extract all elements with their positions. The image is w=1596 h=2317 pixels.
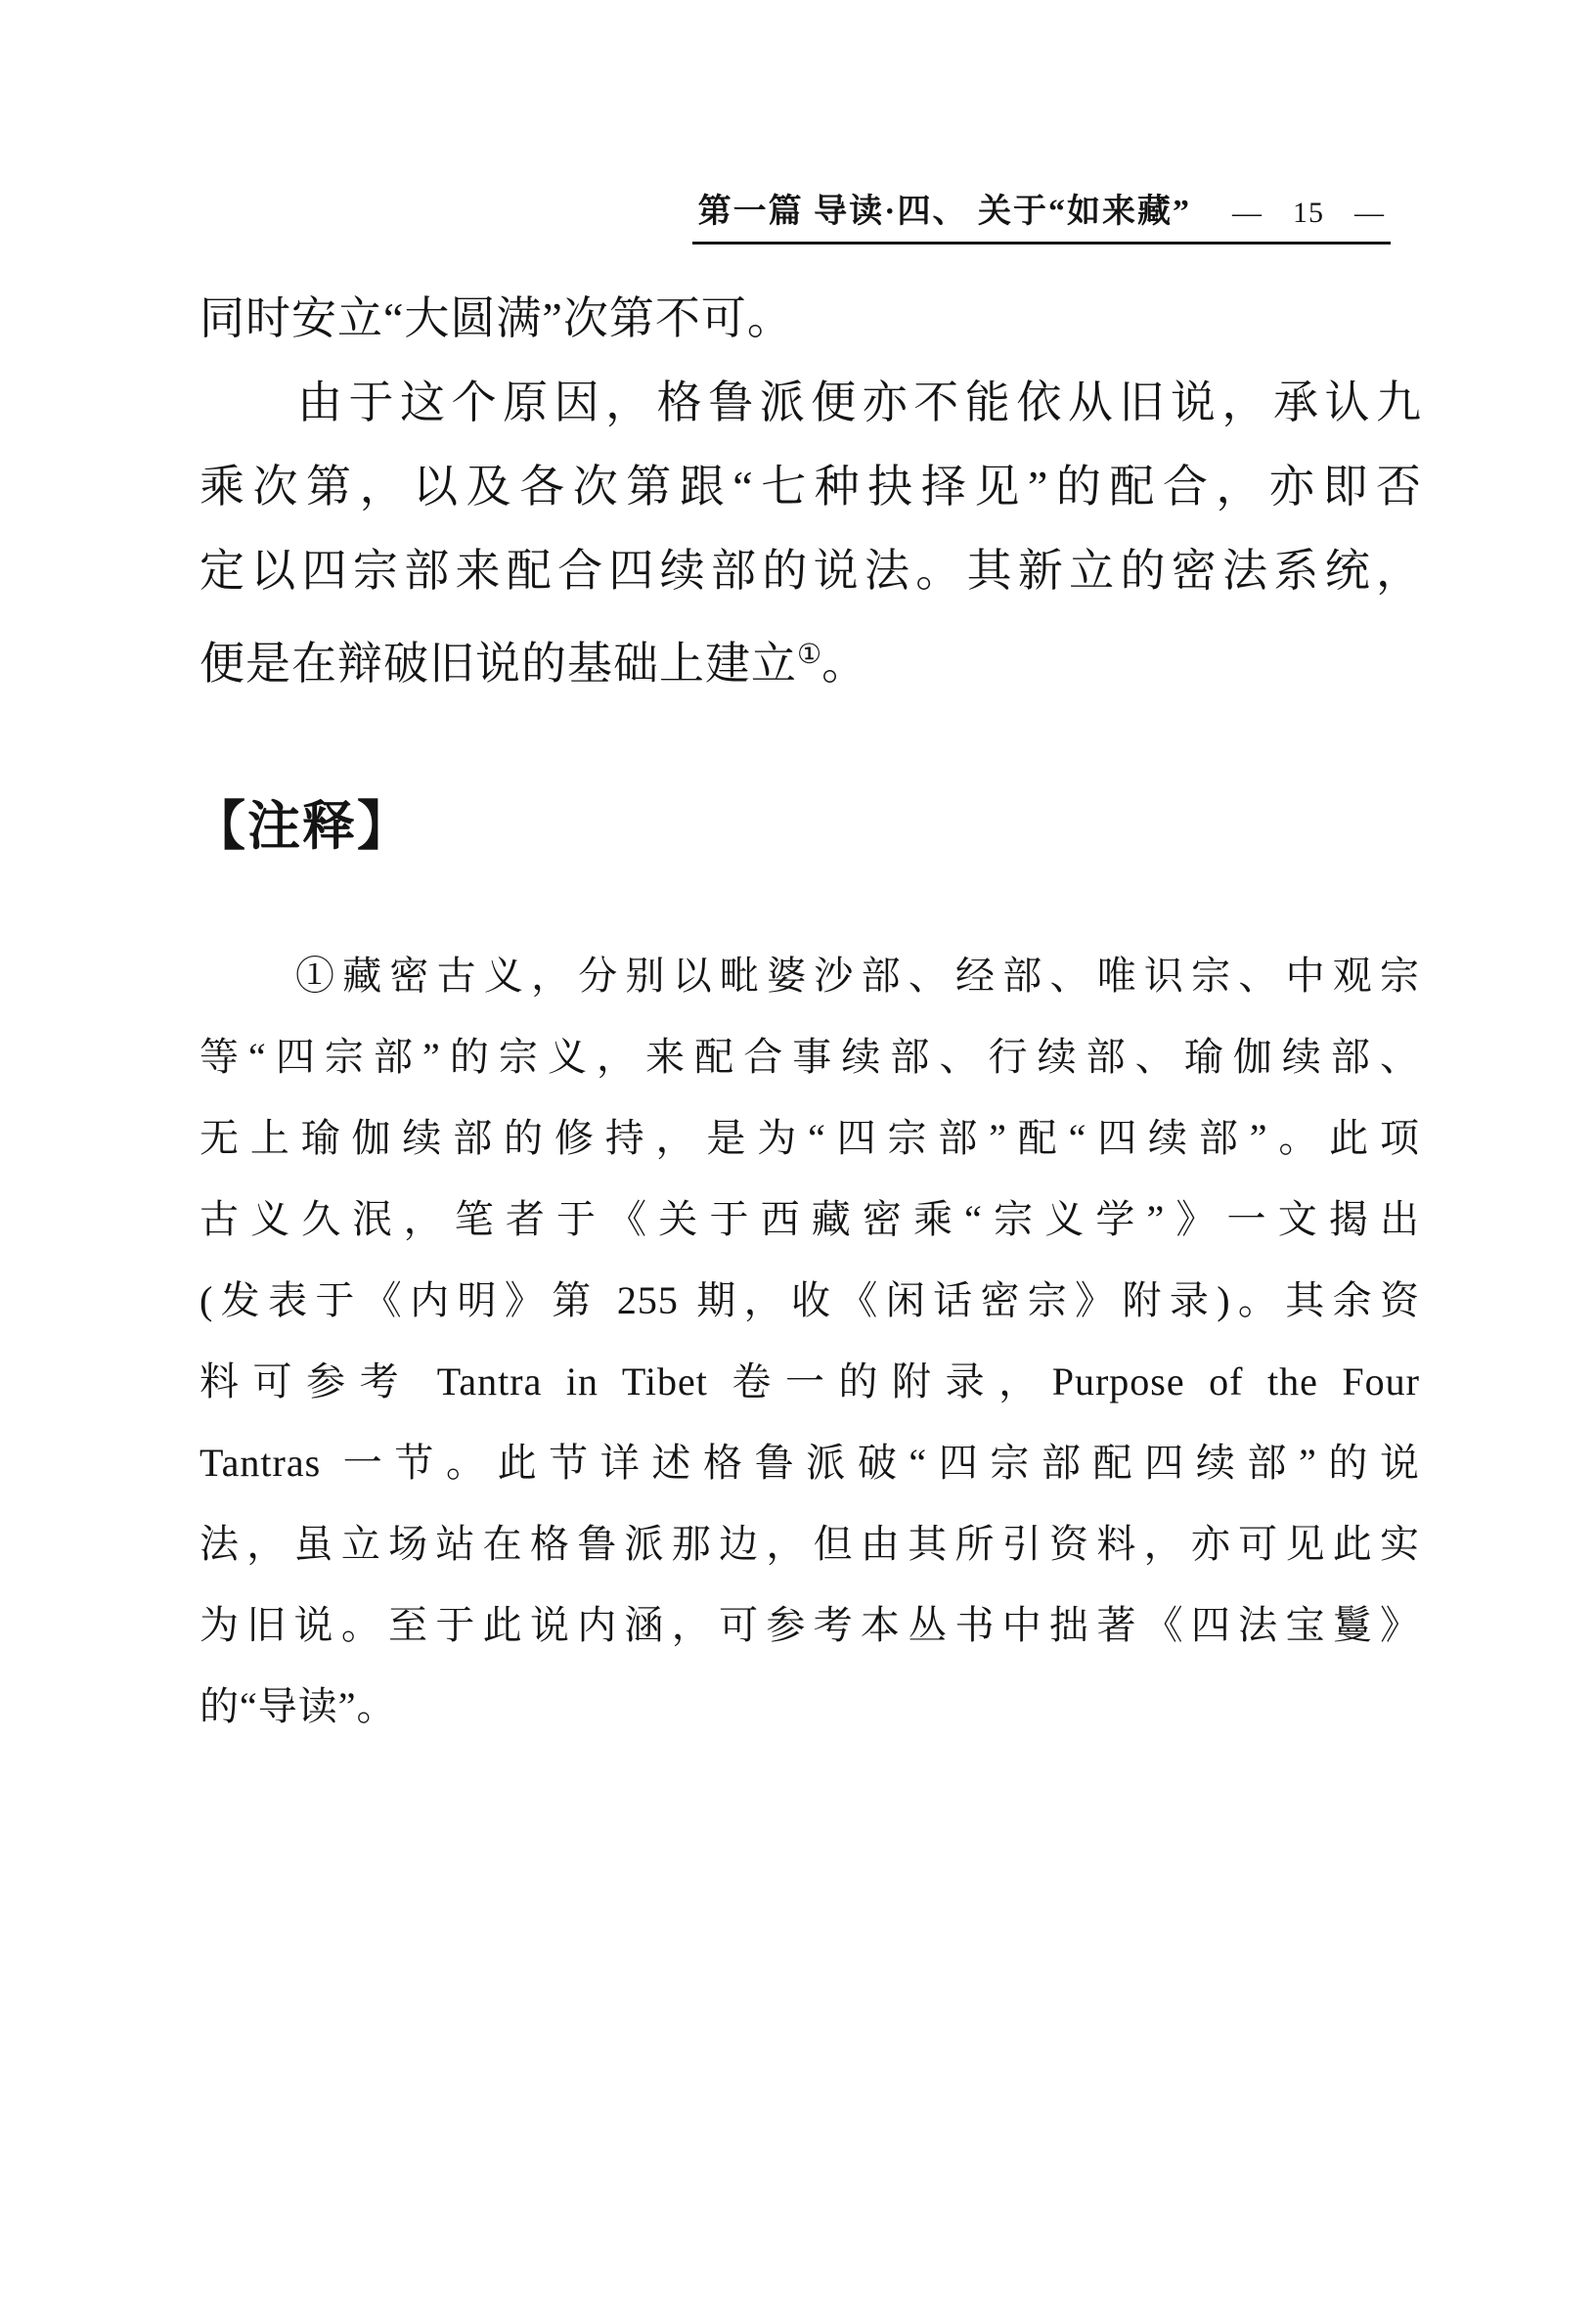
footnote-line: ①藏密古义，分别以毗婆沙部、经部、唯识宗、中观宗 (295, 954, 1420, 998)
body-line-text: 便是在辩破旧说的基础上建立 (200, 639, 797, 689)
body-line: 同时安立“大圆满”次第不可。 (200, 293, 793, 343)
notes-heading: 【注释】 (193, 797, 412, 856)
body-text (200, 277, 1422, 706)
footnote-line: 无上瑜伽续部的修持，是为“四宗部”配“四续部”。此项 (200, 1116, 1420, 1160)
footnote-line: 古义久泯，笔者于《关于西藏密乘“宗义学”》一文揭出 (200, 1197, 1420, 1241)
footnote-line: 等“四宗部”的宗义，来配合事续部、行续部、瑜伽续部、 (200, 1035, 1420, 1079)
footnote-line: (发表于《内明》第 255 期，收《闲话密宗》附录)。其余资 (200, 1278, 1420, 1322)
footnote-block (200, 935, 1420, 1747)
running-header (692, 184, 1391, 245)
footnote-line: 的“导读”。 (200, 1684, 397, 1728)
body-line-text: 。 (821, 639, 868, 689)
footnote-line: 料可参考 Tantra in Tibet 卷一的附录，Purpose of the Four (200, 1359, 1420, 1404)
body-line (200, 613, 1422, 706)
body-line: 定以四宗部来配合四续部的说法。其新立的密法系统， (200, 546, 1422, 596)
body-line: 由于这个原因，格鲁派便亦不能依从旧说，承认九 (297, 378, 1422, 427)
chapter-title: 第一篇 导读·四、 关于“如来藏” (697, 194, 1191, 230)
footnote-line: 为旧说。至于此说内涵，可参考本丛书中拙著《四法宝鬘》 (200, 1603, 1420, 1647)
footnote-line: Tantras 一节。此节详述格鲁派破“四宗部配四续部”的说 (200, 1441, 1420, 1485)
body-line: 乘次第，以及各次第跟“七种抉择见”的配合，亦即否 (200, 462, 1422, 512)
footnote-line: 法，虽立场站在格鲁派那边，但由其所引资料，亦可见此实 (200, 1522, 1420, 1566)
page-number: — 15 — (1232, 197, 1385, 229)
footnote-reference-mark: ① (797, 640, 822, 670)
